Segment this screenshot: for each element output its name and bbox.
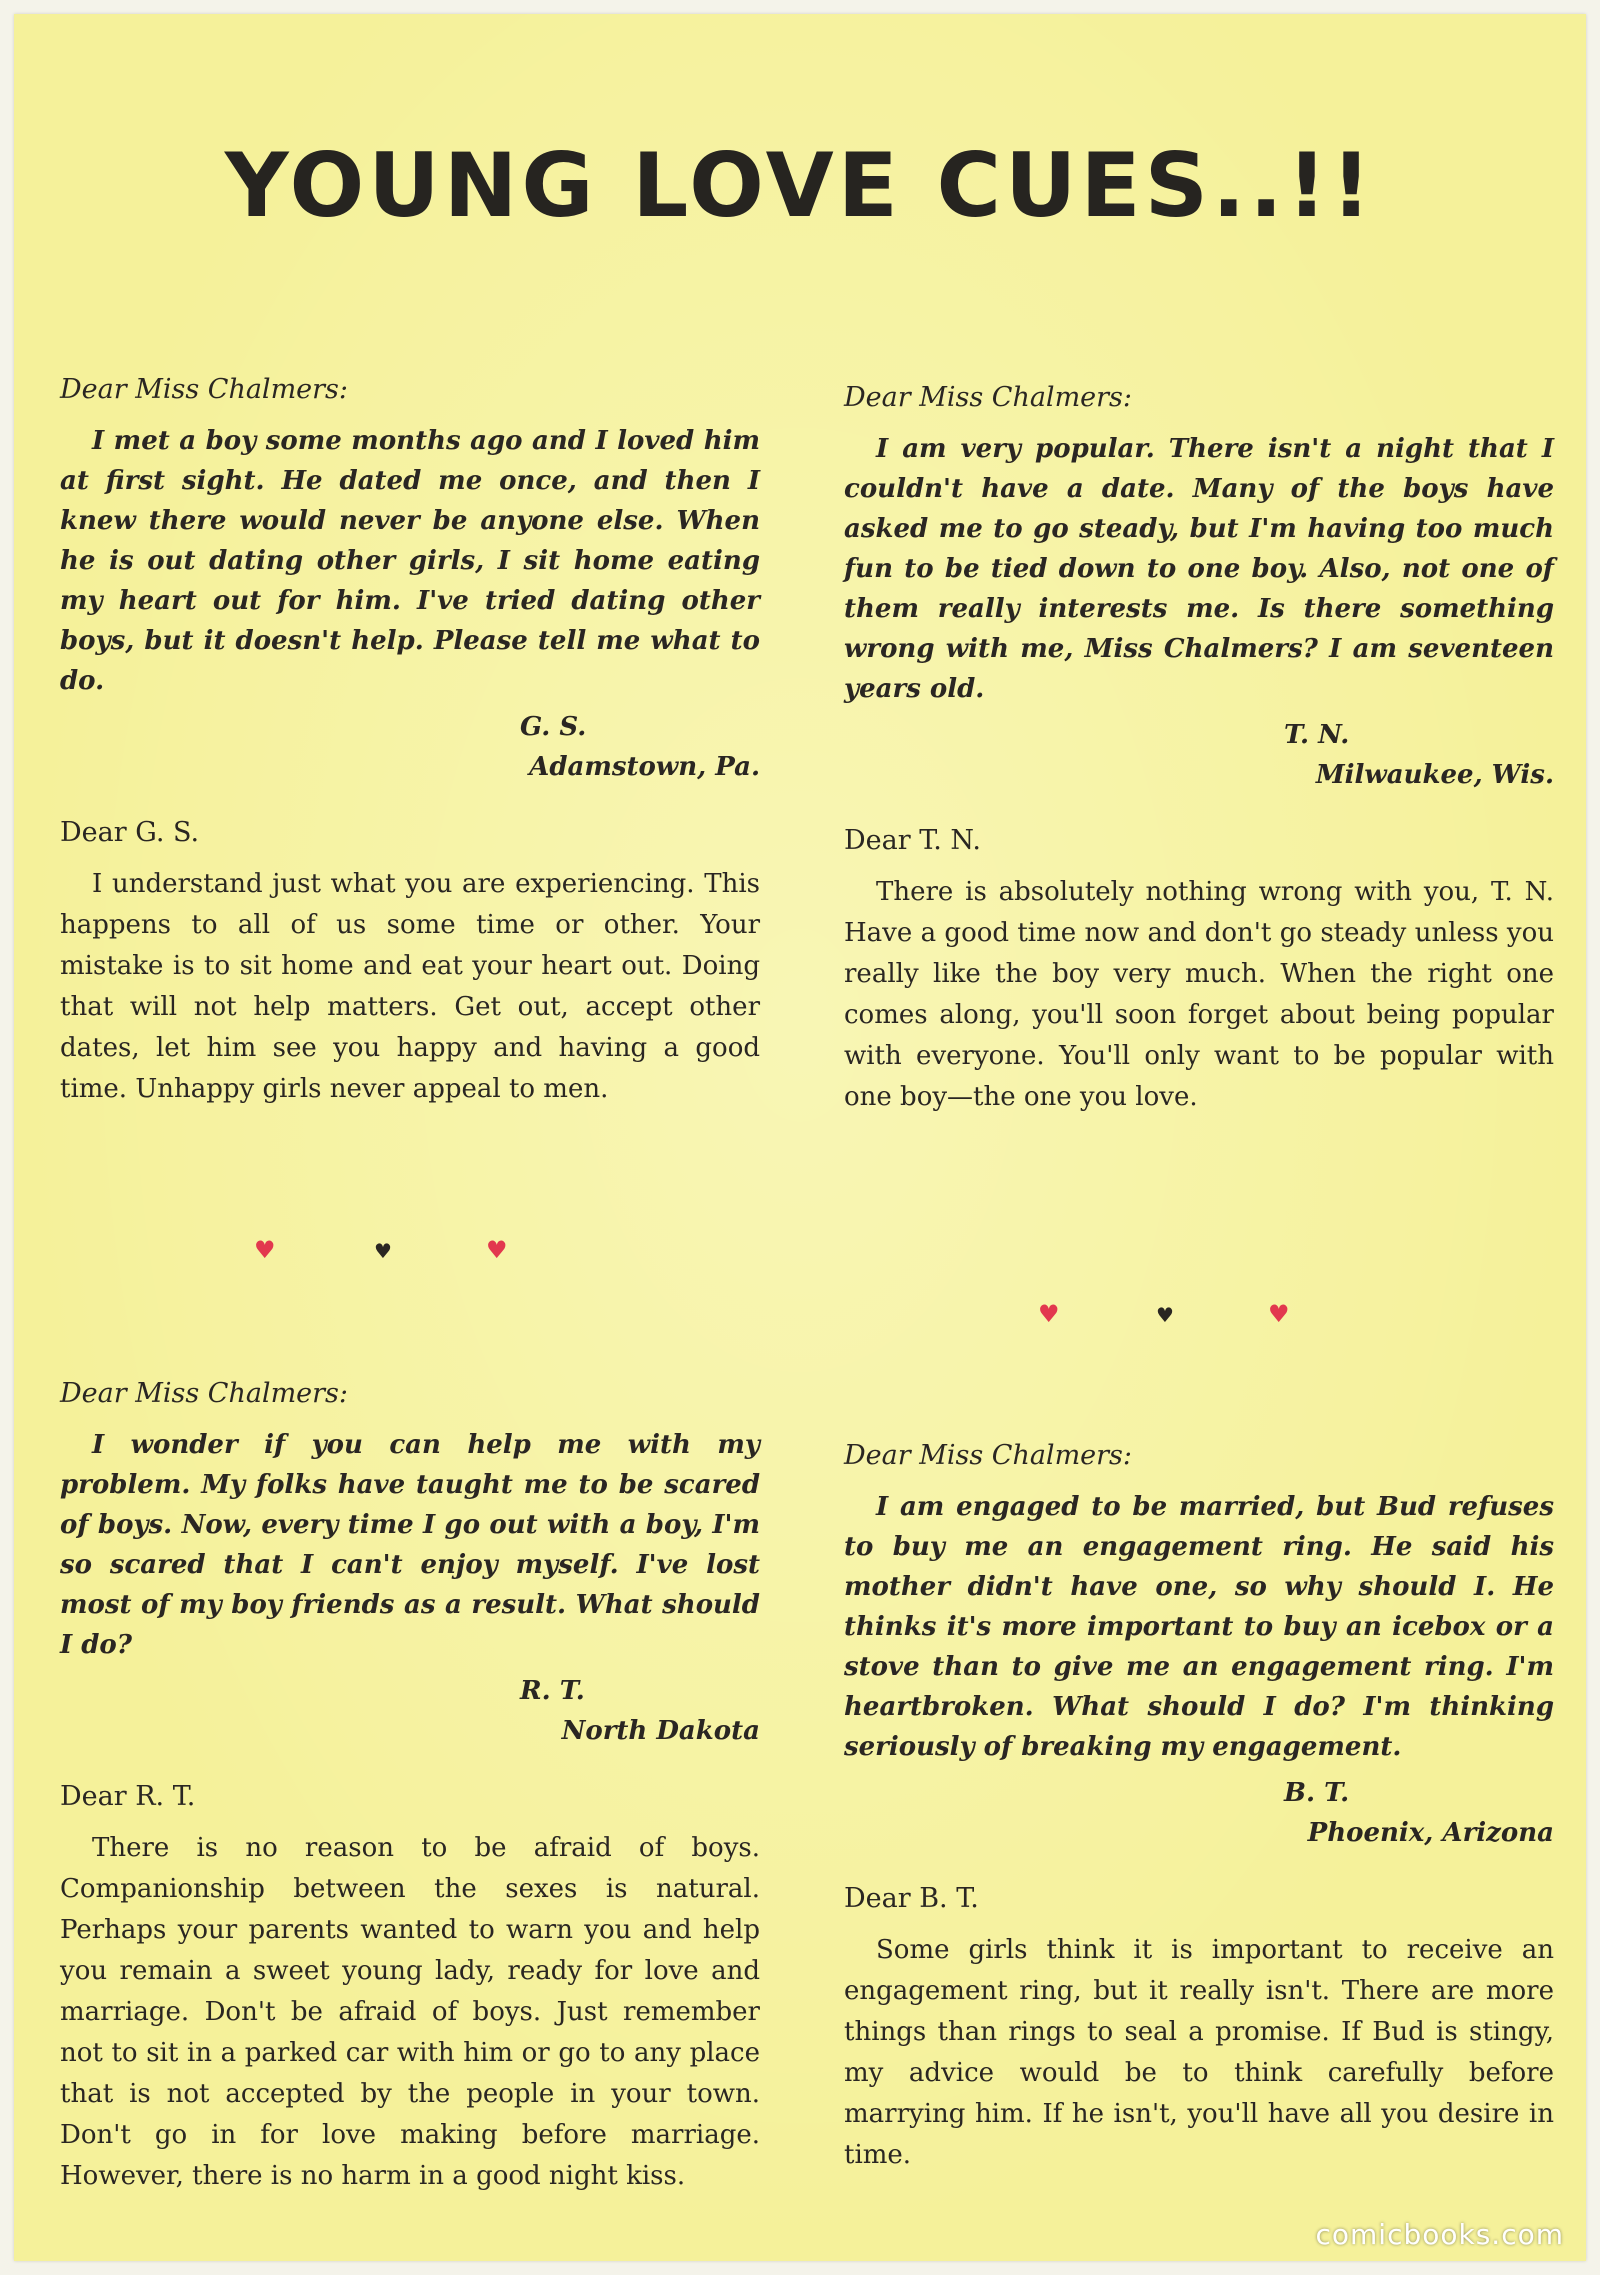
letter-rt: [60, 1378, 760, 2197]
letter-initials: G. S.: [520, 712, 587, 742]
letter-bt: [844, 1440, 1554, 2176]
letter-salutation: Dear Miss Chalmers:: [60, 1378, 349, 1409]
letter-initials: B. T.: [1284, 1778, 1350, 1808]
site-watermark: comicbooks.com: [1315, 2218, 1564, 2251]
letter-place: Phoenix, Arizona: [1307, 1818, 1554, 1848]
heart-icon: ♥: [486, 1236, 508, 1264]
reply-body: There is absolutely nothing wrong with you, T. N. Have a good time now and don't go steady unless you really like the boy very much. When the right one comes along, you'll soon forget about being popular with everyone. You'll only want to be popular with one boy—the one you love.: [844, 877, 1554, 1112]
letter-body: I wonder if you can help me with my problem. My folks have taught me to be scared of boys. Now, every time I go out with a boy, I'm so scared that I can't enjoy myself. I've lost most of my boy friends as a result. What should I do?: [60, 1430, 760, 1660]
letter-body: I am very popular. There isn't a night that I couldn't have a date. Many of the boys have asked me to go steady, but I'm having too much fun to be tied down to one boy. Also, not one of them really interests me. Is there something wrong with me, Miss Chalmers? I am seventeen years old.: [844, 434, 1554, 704]
heart-divider-left: [254, 1236, 554, 1276]
letter-tn: [844, 382, 1554, 1118]
reply-body: I understand just what you are experiencing. This happens to all of us some time or other. Your mistake is to sit home and eat your heart out. Doing that will not help matters. Get out, accept other dates, let him see you happy and having a good time. Unhappy girls never appeal to men.: [60, 869, 760, 1104]
heart-icon: ♥: [1156, 1303, 1174, 1327]
heart-icon: ♥: [1038, 1300, 1060, 1328]
letter-body: I am engaged to be married, but Bud refuses to buy me an engagement ring. He said his mother didn't have one, so why should I. He thinks it's more important to buy an icebox or a stove than to give me an engagement ring. I'm heartbroken. What should I do? I'm thinking seriously of breaking my engagement.: [844, 1492, 1554, 1762]
heart-divider-right: [1038, 1300, 1338, 1340]
letter-gs: [60, 374, 760, 1110]
reply-salutation: Dear T. N.: [844, 825, 981, 856]
letter-body: I met a boy some months ago and I loved him at first sight. He dated me once, and then I knew there would never be anyone else. When he is out dating other girls, I sit home eating my heart out for him. I've tried dating other boys, but it doesn't help. Please tell me what to do.: [60, 426, 760, 696]
comic-page: [14, 14, 1586, 2261]
page-title: YOUNG LOVE CUES..!!: [224, 134, 1376, 237]
reply-salutation: Dear B. T.: [844, 1883, 979, 1914]
letter-salutation: Dear Miss Chalmers:: [844, 1440, 1133, 1471]
letter-initials: T. N.: [1284, 720, 1350, 750]
reply-body: Some girls think it is important to receive an engagement ring, but it really isn't. There are more things than rings to seal a promise. If Bud is stingy, my advice would be to think carefully before marrying him. If he isn't, you'll have all you desire in time.: [844, 1935, 1554, 2170]
reply-salutation: Dear G. S.: [60, 817, 200, 848]
letter-initials: R. T.: [520, 1676, 585, 1706]
letter-place: North Dakota: [561, 1716, 760, 1746]
heart-icon: ♥: [374, 1239, 392, 1263]
heart-icon: ♥: [254, 1236, 276, 1264]
letter-salutation: Dear Miss Chalmers:: [60, 374, 349, 405]
reply-body: There is no reason to be afraid of boys. Companionship between the sexes is natural. Perhaps your parents wanted to warn you and help you remain a sweet young lady, ready for love and marriage. Don't be afraid of boys. Just remember not to sit in a parked car with him or go to any place that is not accepted by the people in your town. Don't go in for love making before marriage. However, there is no harm in a good night kiss.: [60, 1833, 760, 2191]
reply-salutation: Dear R. T.: [60, 1781, 196, 1812]
letter-place: Milwaukee, Wis.: [1315, 760, 1554, 790]
heart-icon: ♥: [1268, 1300, 1290, 1328]
letter-salutation: Dear Miss Chalmers:: [844, 382, 1133, 413]
letter-place: Adamstown, Pa.: [529, 752, 760, 782]
